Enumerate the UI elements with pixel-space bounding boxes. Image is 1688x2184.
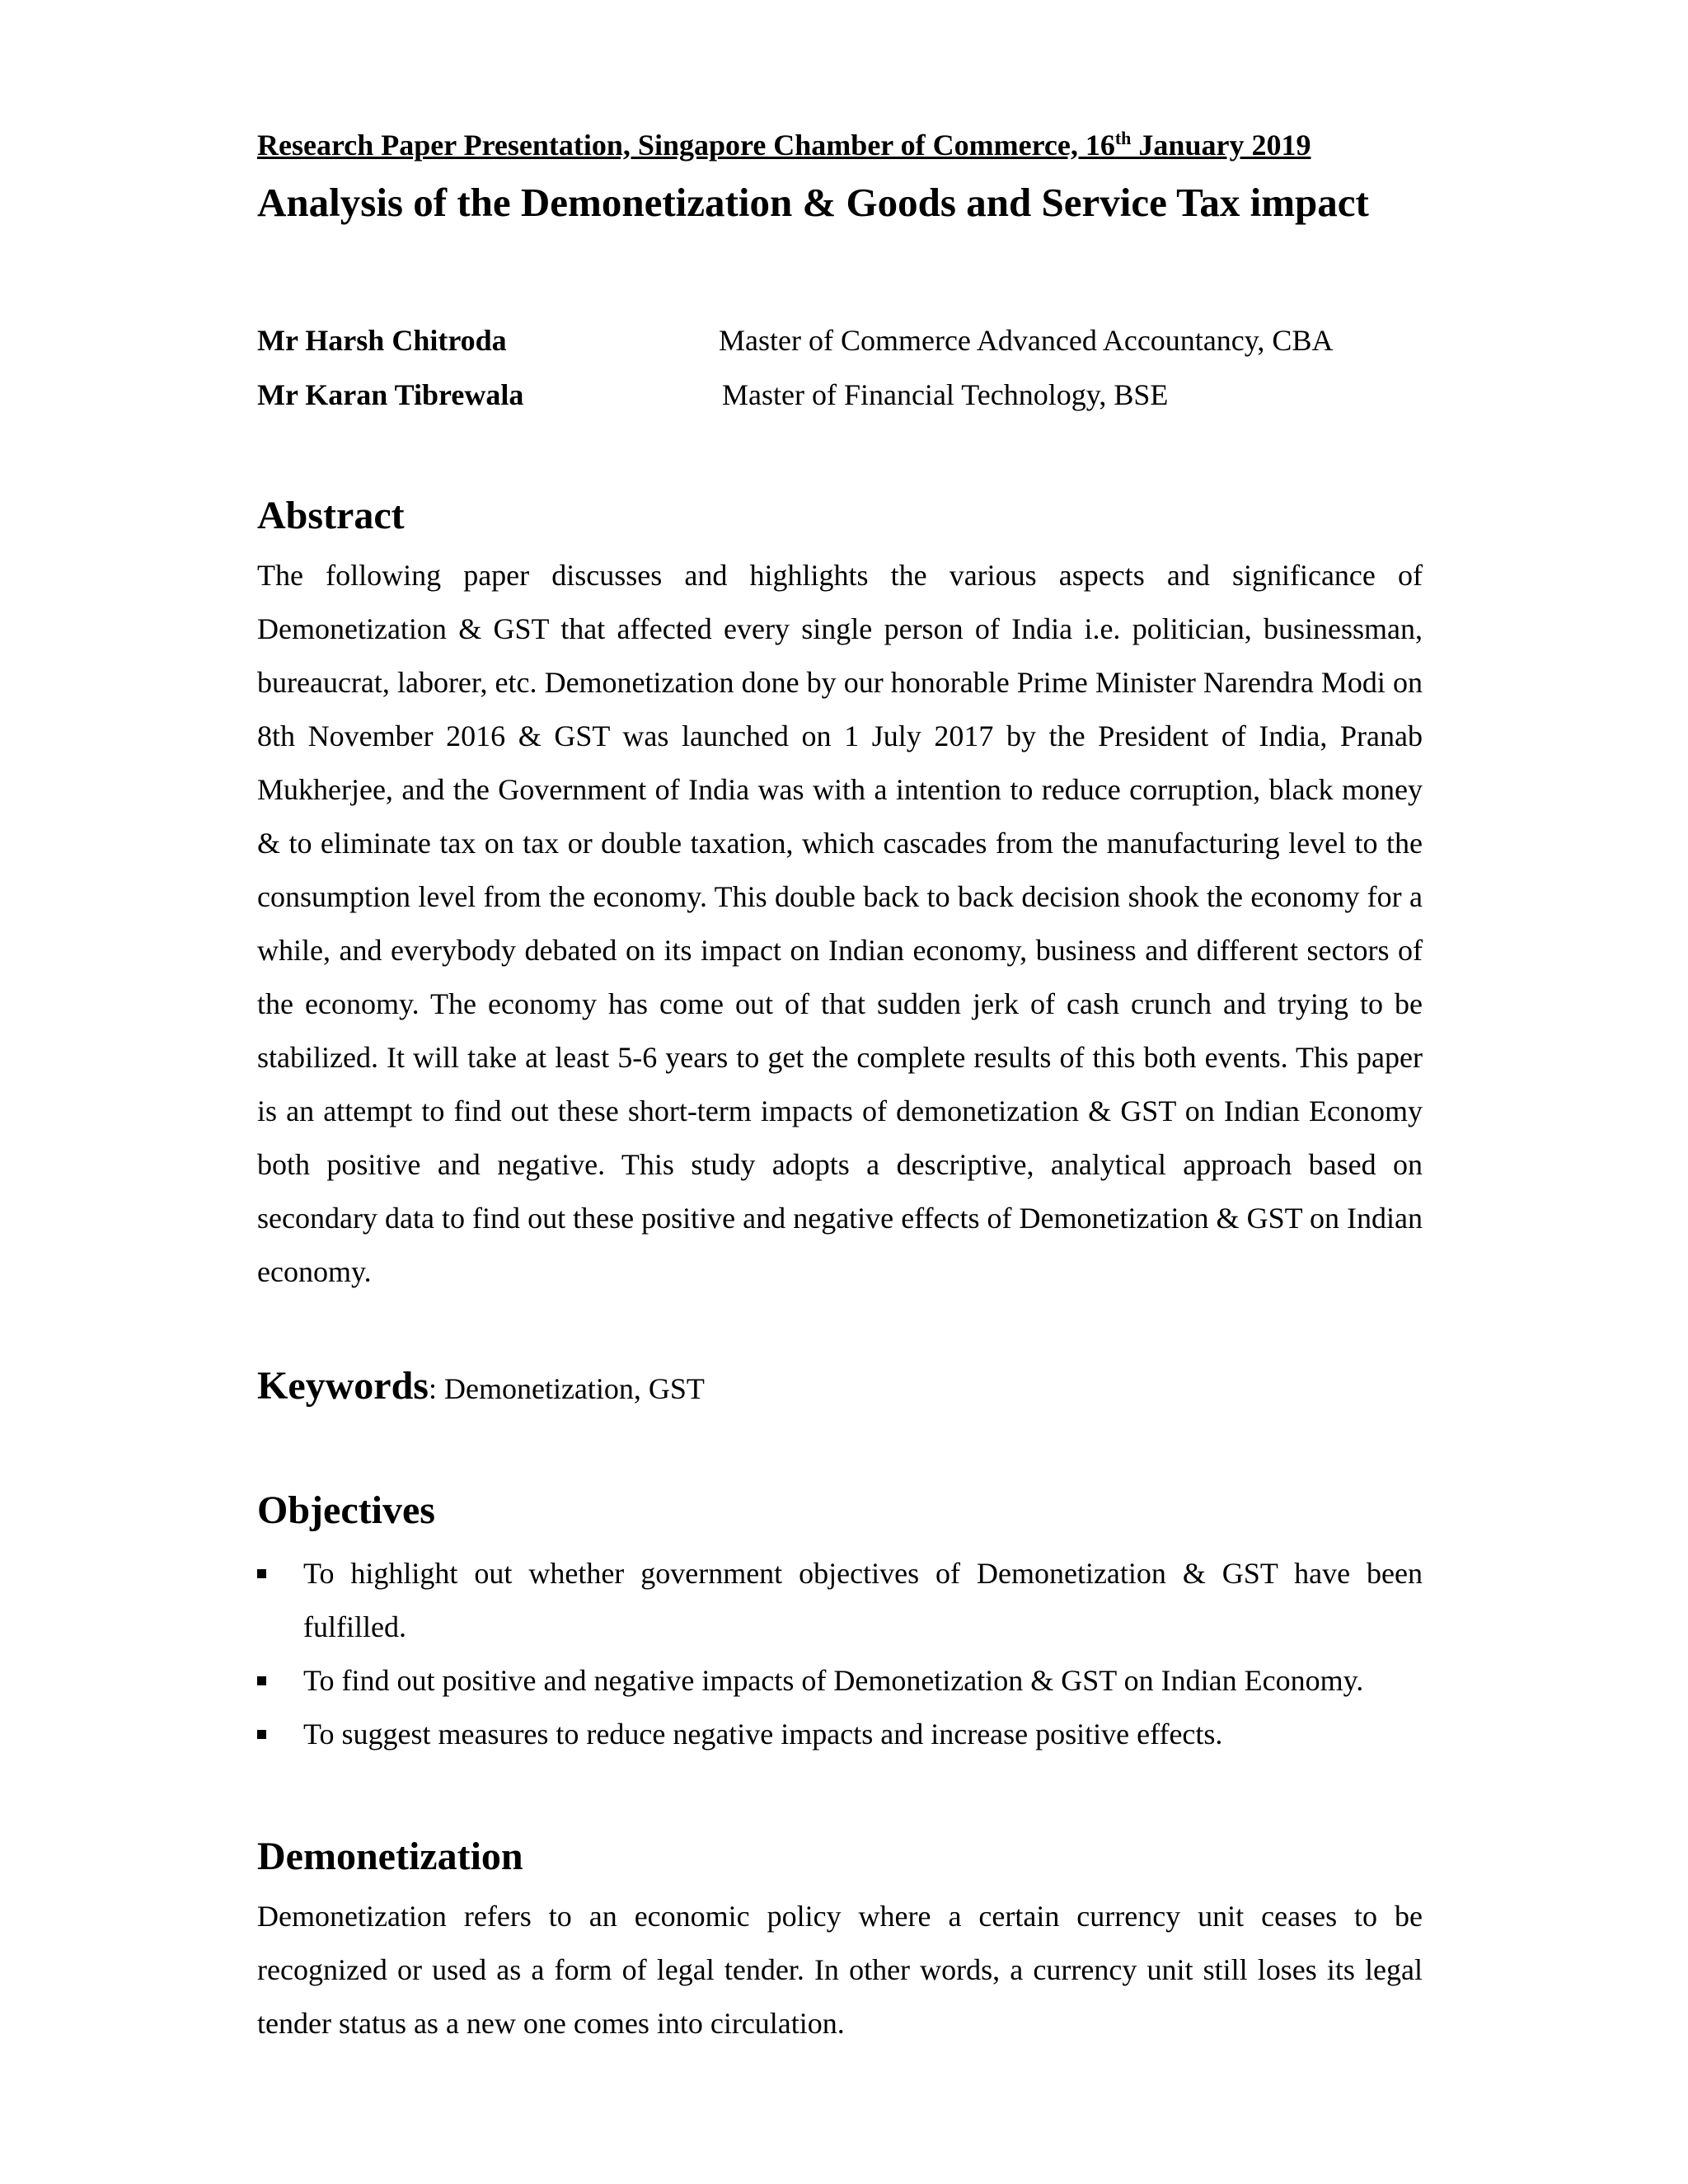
abstract-heading: Abstract — [257, 494, 405, 537]
objectives-heading: Objectives — [257, 1488, 435, 1532]
objective-item — [257, 1708, 1423, 1761]
objective-text: To suggest measures to reduce negative impacts and increase positive effects. — [303, 1718, 1223, 1750]
presentation-line-end: January 2019 — [1131, 129, 1311, 162]
presentation-date-suffix: th — [1114, 128, 1132, 148]
objective-item — [257, 1654, 1423, 1708]
objective-text: To find out positive and negative impacts of Demonetization & GST on Indian Economy. — [303, 1664, 1364, 1697]
square-bullet-icon — [257, 1730, 266, 1739]
author-degree: Master of Commerce Advanced Accountancy, CBA — [719, 324, 1334, 357]
objective-text: To highlight out whether government objectives of Demonetization & GST have been fulfilled. — [303, 1557, 1423, 1643]
keywords-label: Keywords — [257, 1364, 429, 1408]
author-row — [257, 368, 1423, 422]
author-degree: Master of Financial Technology, BSE — [722, 378, 1169, 411]
keywords-value: : Demonetization, GST — [428, 1372, 705, 1405]
presentation-line — [257, 125, 1423, 165]
square-bullet-icon — [257, 1569, 266, 1578]
page-content — [257, 125, 1423, 2050]
abstract-text: The following paper discusses and highlights the various aspects and significance of Demonetization & GST that affected every single person of India i.e. politician, businessman, bureaucrat, laborer, etc. Demonetization done by our honorable Prime Minister Narendra Modi on 8th November 2016 & GST was launched on 1 July 2017 by the President of India, Pranab Mukherjee, and the Government of India was with a intention to reduce corruption, black money & to eliminate tax on tax or double taxation, which cascades from the manufacturing level to the consumption level from the economy. This double back to back decision shook the economy for a while, and everybody debated on its impact on Indian economy, business and different sectors of the economy. The economy has come out of that sudden jerk of cash crunch and trying to be stabilized. It will take at least 5-6 years to get the complete results of this both events. This paper is an attempt to find out these short-term impacts of demonetization & GST on Indian Economy both positive and negative. This study adopts a descriptive, analytical approach based on secondary data to find out these positive and negative effects of Demonetization & GST on Indian economy. — [257, 559, 1423, 1288]
author-list — [257, 313, 1423, 422]
objectives-list — [257, 1547, 1423, 1761]
presentation-line-text: Research Paper Presentation, Singapore Chamber of Commerce, 16 — [257, 129, 1115, 162]
author-row — [257, 313, 1423, 368]
keywords-line — [257, 1361, 1423, 1413]
demonetization-heading: Demonetization — [257, 1835, 523, 1878]
author-name: Mr Karan Tibrewala — [257, 378, 524, 411]
objective-item — [257, 1547, 1423, 1654]
square-bullet-icon — [257, 1676, 266, 1685]
author-name: Mr Harsh Chitroda — [257, 324, 507, 357]
demonetization-text: Demonetization refers to an economic policy where a certain currency unit ceases to be recognized or used as a form of legal tender. In other words, a currency unit still loses its legal tender status as a new one comes into circulation. — [257, 1900, 1423, 2040]
paper-title: Analysis of the Demonetization & Goods and Service Tax impact — [257, 180, 1369, 225]
